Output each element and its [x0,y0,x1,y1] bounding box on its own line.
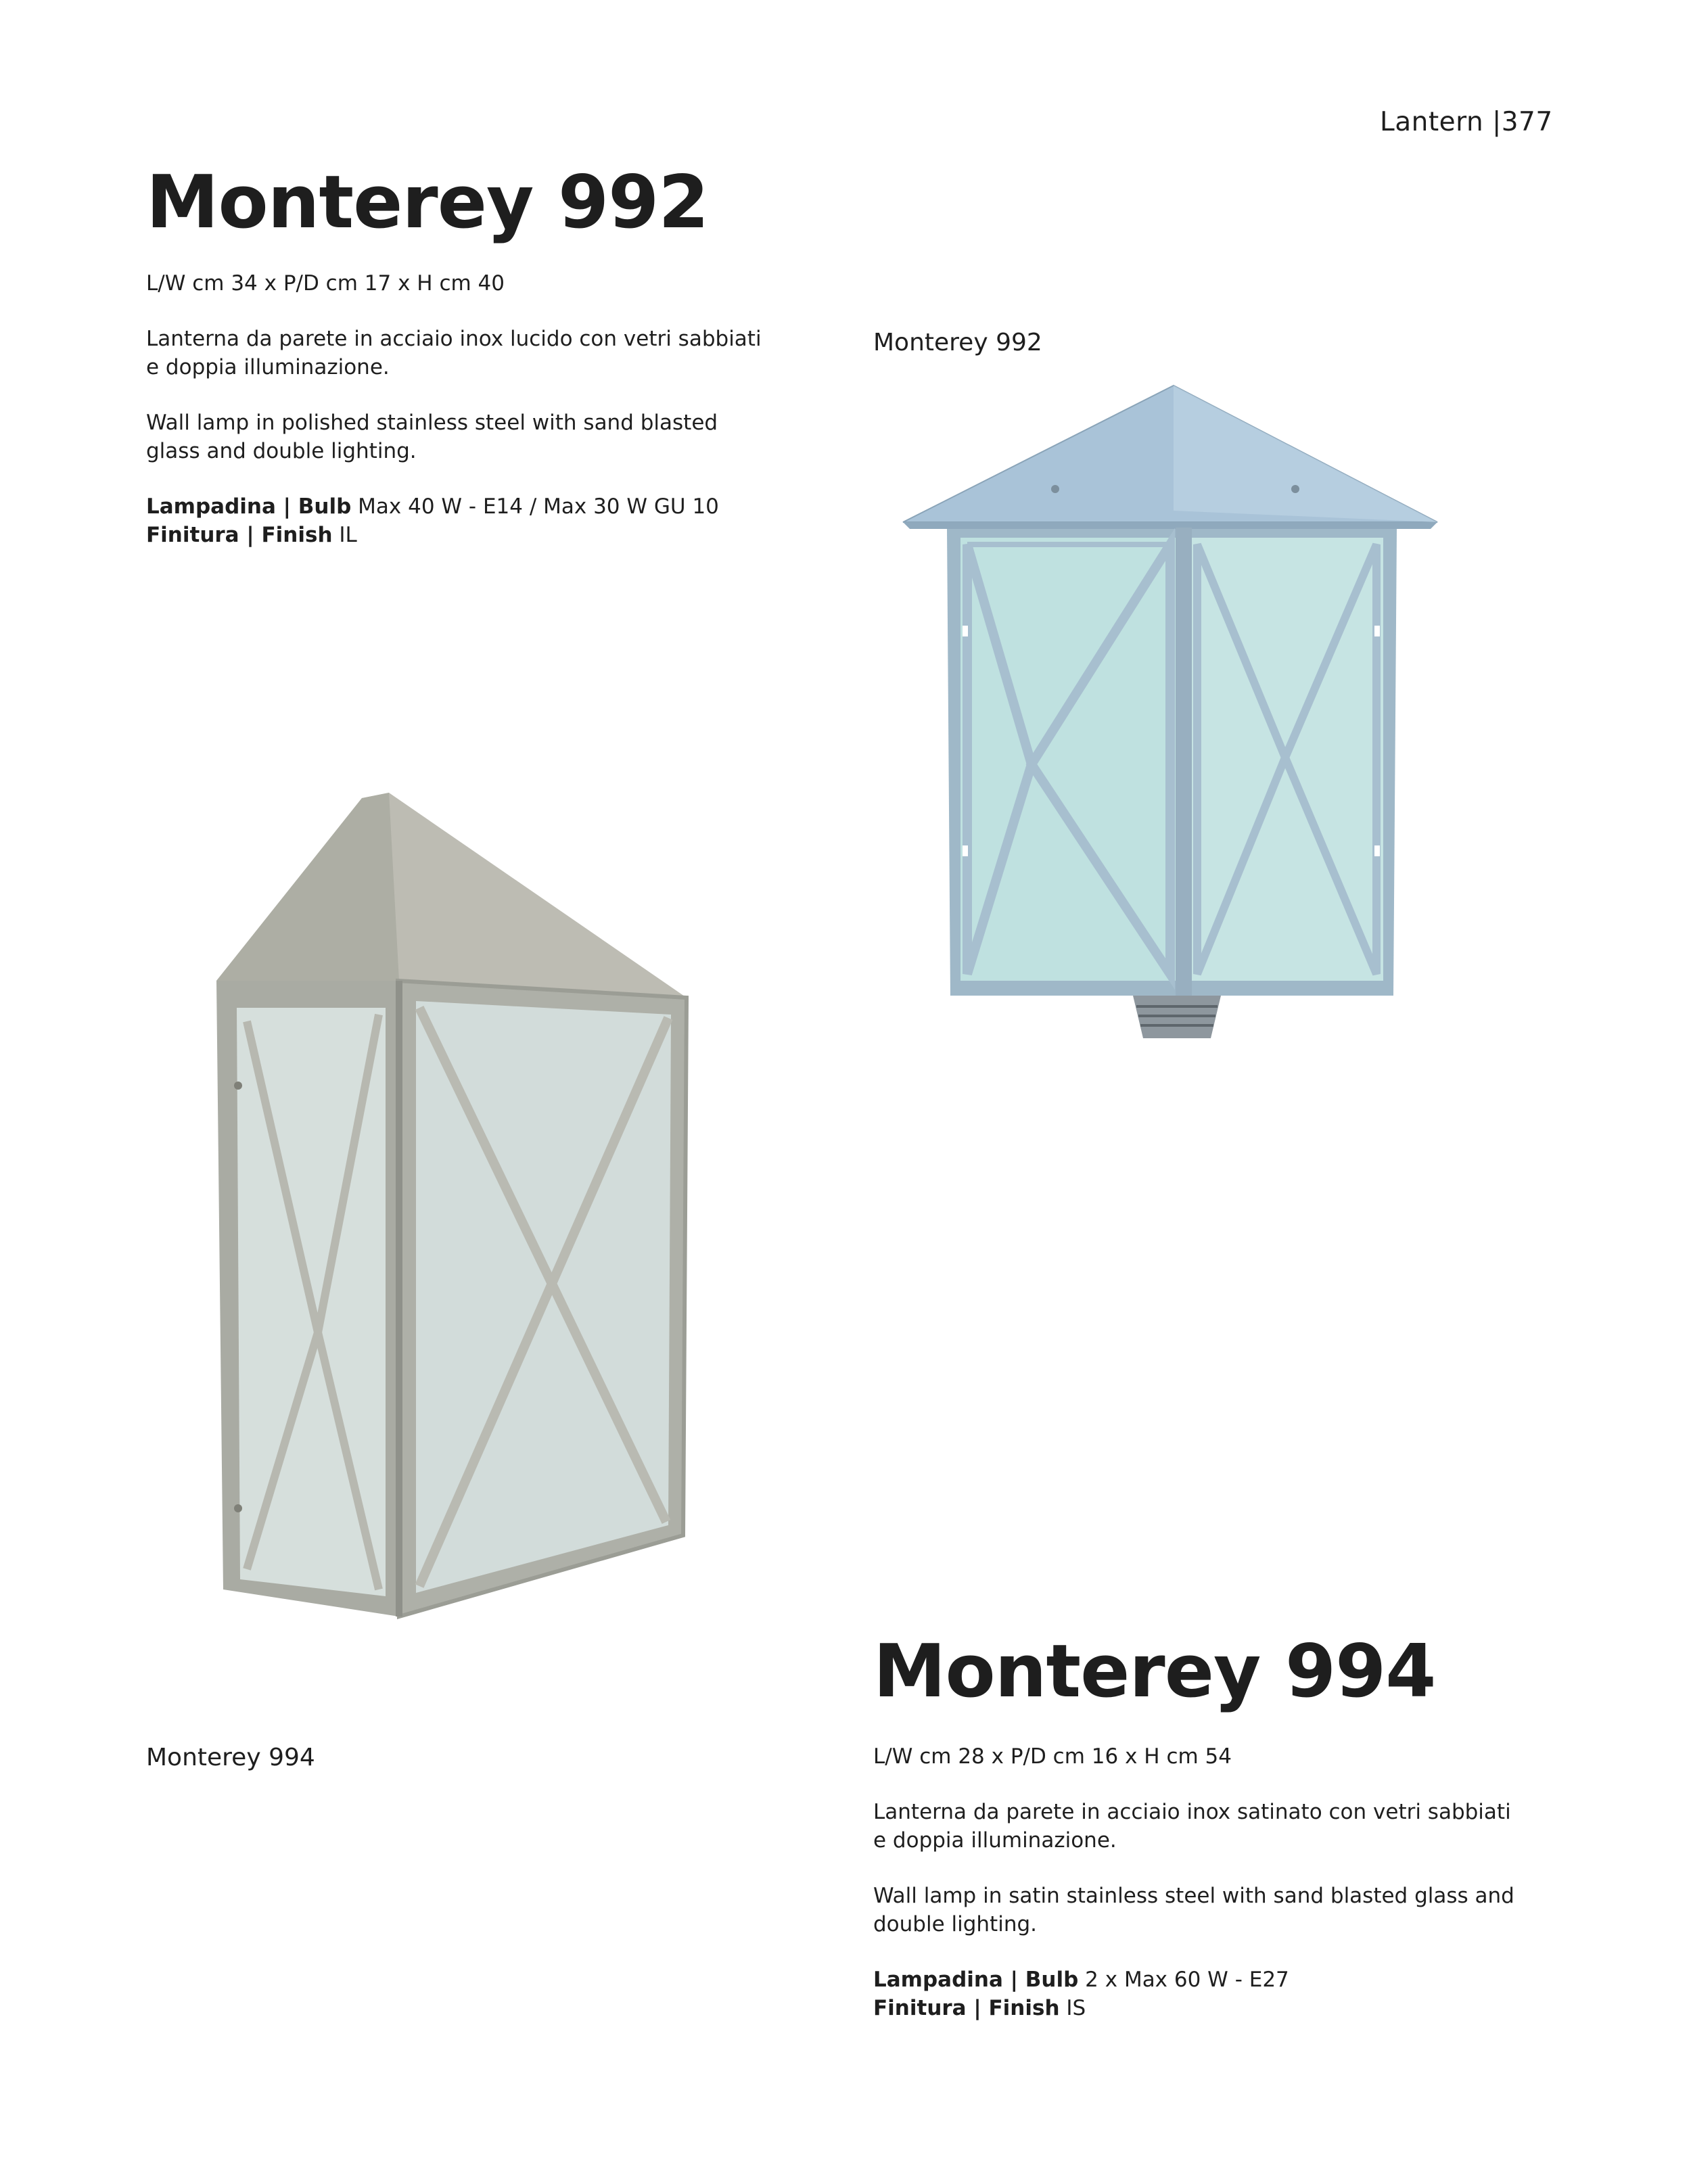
description-english: Wall lamp in satin stainless steel with sand blasted glass and double lighting. [873,1884,1514,1936]
product-title-992: Monterey 992 [146,160,709,245]
product-title-994: Monterey 994 [873,1629,1436,1714]
finish-value: IS [1059,1996,1086,2020]
finish-label: Finitura | Finish [873,1996,1060,2020]
product-details-994 [873,1742,1516,2022]
finish-value: IL [332,523,357,547]
dimensions: L/W cm 34 x P/D cm 17 x H cm 40 [146,271,505,296]
finish-spec [873,1994,1516,2022]
bulb-spec [146,492,768,521]
product-details-992 [146,269,768,549]
bulb-spec [873,1966,1516,1994]
lantern-image-994 [183,785,724,1623]
dimensions: L/W cm 28 x P/D cm 16 x H cm 54 [873,1744,1232,1769]
page-reference: Lantern |377 [1380,107,1553,137]
description-italian: Lanterna da parete in acciaio inox lucido con vetri sabbiati e doppia illuminazione. [146,327,762,379]
bulb-value: Max 40 W - E14 / Max 30 W GU 10 [351,494,719,519]
bulb-label: Lampadina | Bulb [873,1968,1079,1992]
lantern-image-992 [893,379,1447,1102]
image-caption-994: Monterey 994 [146,1744,315,1771]
description-italian: Lanterna da parete in acciaio inox satinato con vetri sabbiati e doppia illuminazione. [873,1800,1511,1853]
finish-label: Finitura | Finish [146,523,333,547]
description-english: Wall lamp in polished stainless steel with sand blasted glass and double lighting. [146,411,718,463]
image-caption-992: Monterey 992 [873,329,1042,356]
bulb-label: Lampadina | Bulb [146,494,352,519]
finish-spec [146,521,768,549]
bulb-value: 2 x Max 60 W - E27 [1078,1968,1289,1992]
